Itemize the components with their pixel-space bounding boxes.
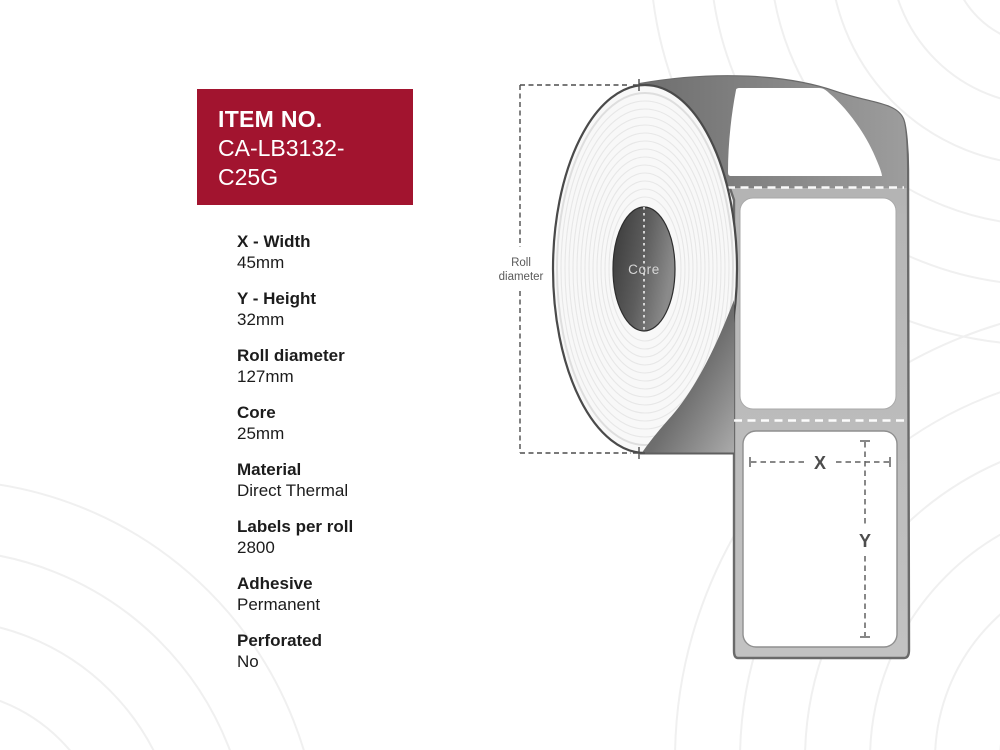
spec-value: No (237, 652, 259, 671)
spec-value: 127mm (237, 367, 294, 386)
item-number-heading: ITEM NO. (218, 106, 323, 132)
spec-label: Y - Height (237, 289, 317, 308)
spec-label: Perforated (237, 631, 323, 650)
roll-diameter-label-line1: Roll (511, 257, 531, 269)
x-dimension-label: X (813, 453, 827, 473)
spec-row (237, 345, 353, 388)
spec-value: Direct Thermal (237, 481, 349, 500)
item-box (197, 89, 413, 205)
spec-label: Roll diameter (237, 346, 345, 365)
spec-value: 25mm (237, 424, 285, 443)
core-label: Core (628, 262, 660, 277)
spec-label: X - Width (237, 232, 311, 251)
spec-list (237, 231, 353, 673)
spec-row (237, 459, 353, 502)
spec-label: Material (237, 460, 302, 479)
spec-row (237, 231, 353, 274)
spec-row (237, 288, 353, 331)
roll-diameter-label-line2: diameter (498, 271, 544, 283)
spec-label: Adhesive (237, 574, 313, 593)
spec-label: Labels per roll (237, 517, 354, 536)
spec-value: 2800 (237, 538, 275, 557)
spec-row (237, 573, 353, 616)
spec-label: Core (237, 403, 276, 422)
y-dimension-label: Y (858, 531, 872, 551)
spec-value: Permanent (237, 595, 321, 614)
spec-row (237, 630, 353, 673)
spec-row (237, 516, 353, 559)
label-blank-middle (740, 198, 896, 409)
label-roll-illustration (480, 30, 1000, 730)
spec-value: 32mm (237, 310, 285, 329)
spec-value: 45mm (237, 253, 285, 272)
item-number-code: CA-LB3132-C25G (218, 135, 345, 190)
spec-row (237, 402, 353, 445)
